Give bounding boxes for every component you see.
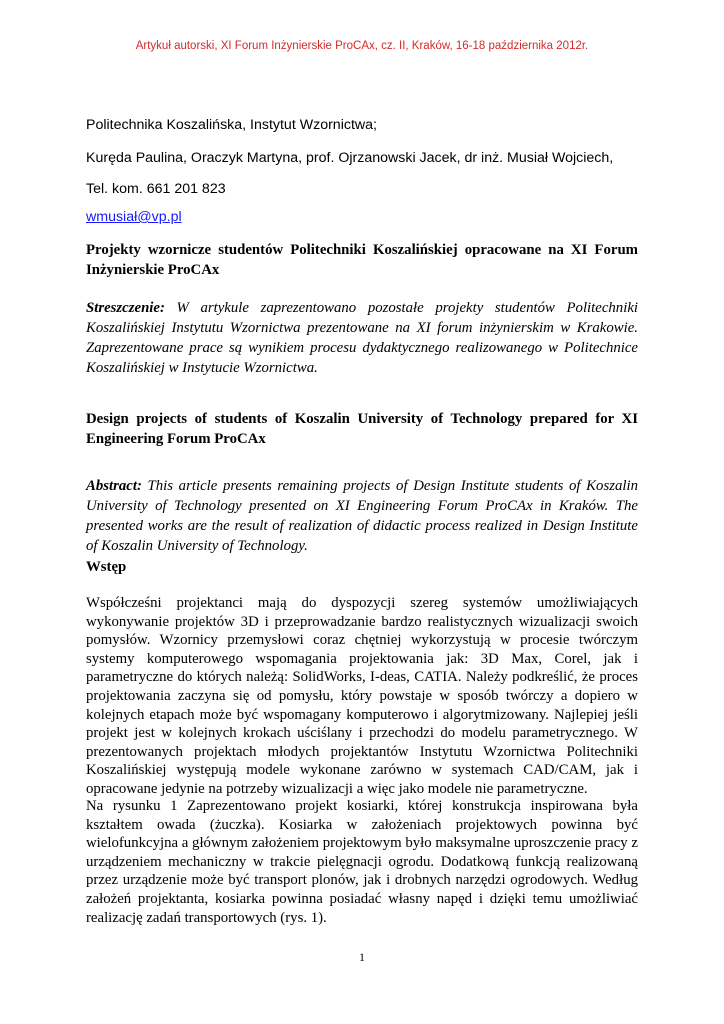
title-polish: Projekty wzornicze studentów Politechniki Koszalińskiej opracowane na XI Forum Inżynierskie ProCAx xyxy=(86,242,638,278)
authors: Kuręda Paulina, Oraczyk Martyna, prof. Ojrzanowski Jacek, dr inż. Musiał Wojciech, xyxy=(86,150,614,166)
affiliation: Politechnika Koszalińska, Instytut Wzornictwa; xyxy=(86,117,377,133)
phone-number: Tel. kom. 661 201 823 xyxy=(86,181,226,197)
email-link[interactable]: wmusiał@vp.pl xyxy=(86,209,182,225)
abstract-polish xyxy=(86,298,638,378)
abstract-english xyxy=(86,476,638,556)
abstract-text-english: This article presents remaining projects of Design Institute students of Koszalin University of Technology presented on XI Engineering Forum ProCAx in Kraków. The presented works are the result of realization of didactic process realized in Design Institute of Koszalin University of Technology. xyxy=(86,478,638,554)
running-header: Artykuł autorski, XI Forum Inżynierskie ProCAx, cz. II, Kraków, 16-18 października 2012r. xyxy=(135,40,589,52)
body-paragraph-1: Współcześni projektanci mają do dyspozycji szereg systemów umożliwiających wykonywanie projektów 3D i przeprowadzanie bardzo realistycznych wizualizacji swoich pomysłów. Wzornicy przemysłowi coraz chętniej wykorzystują w procesie twórczym systemy komputerowego wspomagania projektowania jak: 3D Max, Corel, jak i parametryczne do których należą: SolidWorks, I-deas, CATIA. Należy podkreślić, że proces projektowania zaczyna się od pomysłu, który powstaje w sposób twórczy a dopiero w kolejnych etapach może być wspomagany komputerowo i algorytmizowany. Najlepiej jeśli projekt jest w kolejnych krokach uściślany i przechodzi do modelu parametrycznego. W prezentowanych projektach młodych projektantów Instytutu Wzornictwa Politechniki Koszalińskiej występują modele wykonane zarówno w systemach CAD/CAM, jak i opracowane jedynie na potrzeby wizualizacji a więc jako modele nie parametryczne. xyxy=(86,595,638,797)
abstract-label-english: Abstract: xyxy=(86,478,142,494)
abstract-text-polish: W artykule zaprezentowano pozostałe projekty studentów Politechniki Koszalińskiej Instytutu Wzornictwa prezentowane na XI forum inżynierskim w Krakowie. Zaprezentowane prace są wynikiem procesu dydaktycznego realizowanego w Politechnice Koszalińskiej w Instytucie Wzornictwa. xyxy=(86,300,638,376)
section-heading: Wstęp xyxy=(86,559,127,575)
body-paragraph-2: Na rysunku 1 Zaprezentowano projekt kosiarki, której konstrukcja inspirowana była kształtem owada (żuczka). Kosiarka w założeniach projektowych powinna być wielofunkcyjna a głównym założeniem projektowym było maksymalne uproszczenie pracy z urządzeniem mechaniczny w trakcie pielęgnacji ogrodu. Dodatkową funkcją realizowaną przez urządzenie może być transport plonów, jak i drobnych narzędzi ogrodowych. Według założeń projektanta, kosiarka powinna posiadać własny napęd i dzięki temu umożliwiać realizację zadań transportowych (rys. 1). xyxy=(86,798,638,926)
title-english: Design projects of students of Koszalin University of Technology prepared for XI Engineering Forum ProCAx xyxy=(86,411,638,447)
page-number: 1 xyxy=(359,950,365,964)
abstract-label-polish: Streszczenie: xyxy=(86,300,165,316)
